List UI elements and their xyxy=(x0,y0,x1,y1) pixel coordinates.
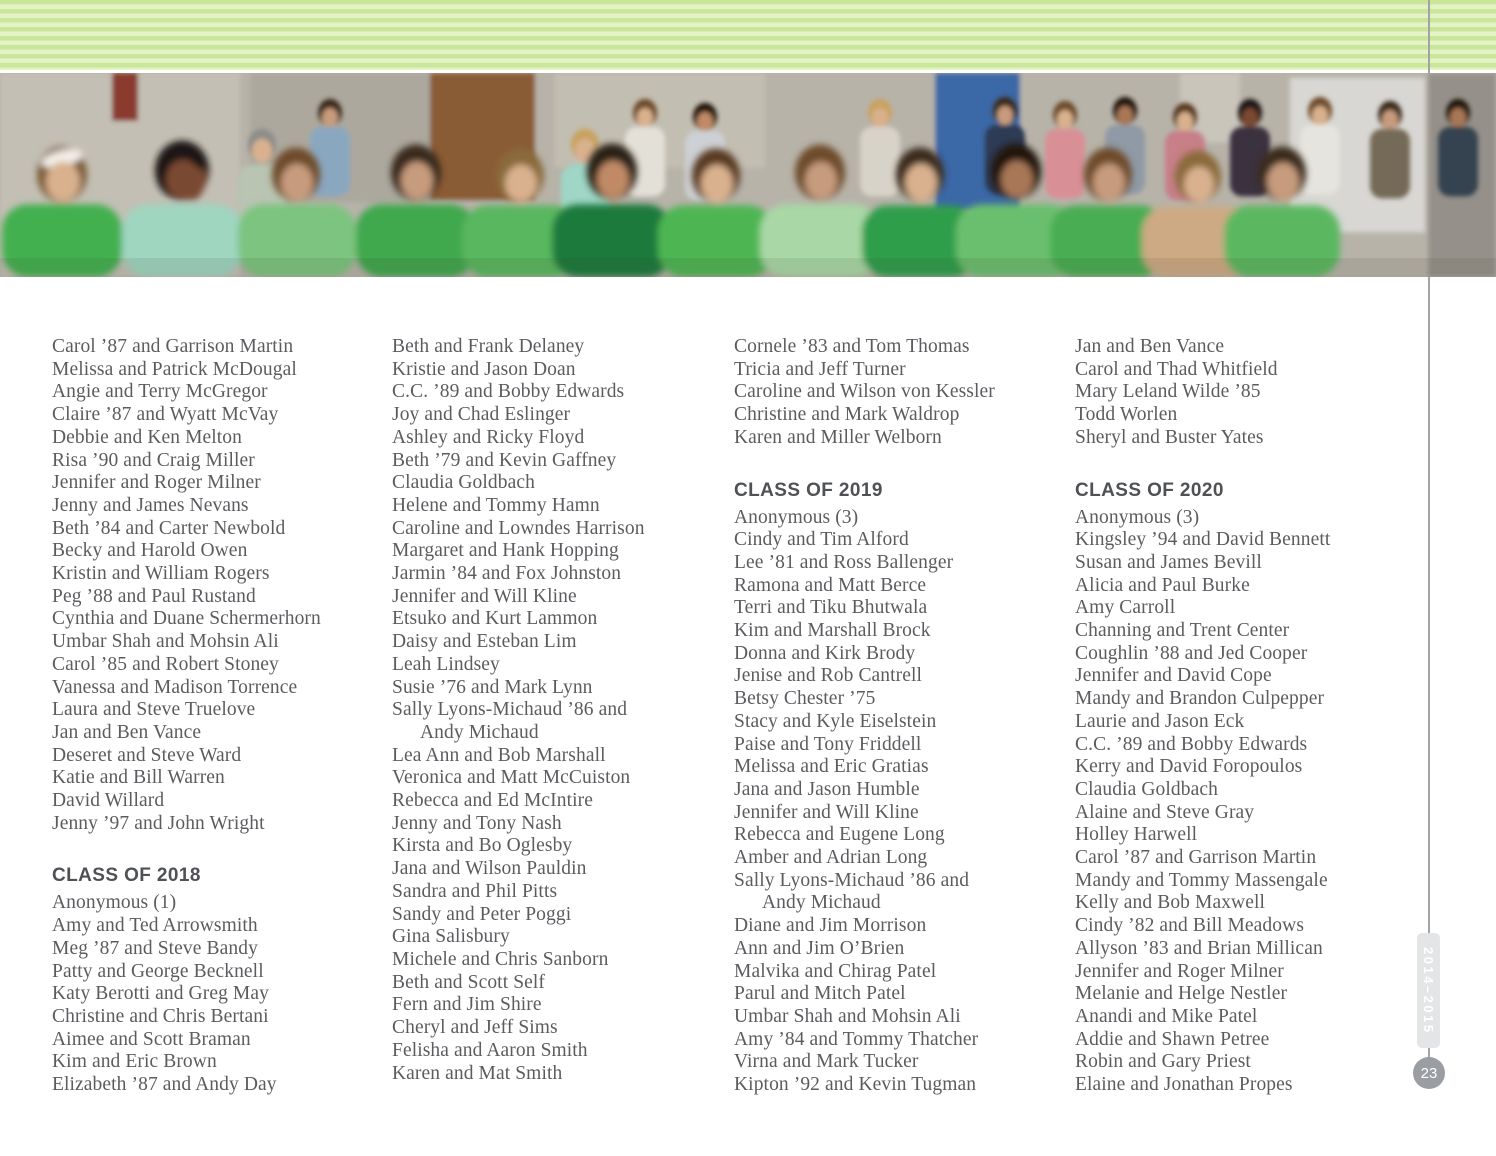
donor-name: Mary Leland Wilde ’85 xyxy=(1075,381,1261,403)
donor-name: Amy and Ted Arrowsmith xyxy=(52,915,258,937)
donor-name: Sandy and Peter Poggi xyxy=(392,903,572,925)
donor-name: Carol and Thad Whitfield xyxy=(1075,358,1278,380)
donor-name: Kelly and Bob Maxwell xyxy=(1075,892,1266,914)
donor-name: Todd Worlen xyxy=(1075,404,1178,426)
donor-name: Elaine and Jonathan Propes xyxy=(1075,1074,1293,1096)
donor-name: Claudia Goldbach xyxy=(1075,778,1218,800)
donor-name: Paise and Tony Friddell xyxy=(734,733,922,755)
donor-name: Sandra and Phil Pitts xyxy=(392,880,558,902)
donor-section xyxy=(52,336,382,835)
donor-name: Beth and Scott Self xyxy=(392,971,546,993)
donor-name: Jana and Wilson Pauldin xyxy=(392,858,587,880)
donor-name: Cynthia and Duane Schermerhorn xyxy=(52,608,321,630)
donor-name: Coughlin ’88 and Jed Cooper xyxy=(1075,642,1308,664)
name-column xyxy=(52,336,382,1097)
donor-section xyxy=(392,336,722,1085)
donor-name: Jana and Jason Humble xyxy=(734,778,920,800)
donor-name: Gina Salisbury xyxy=(392,926,510,948)
donor-name: Patty and George Becknell xyxy=(52,960,264,982)
donor-name: Jan and Ben Vance xyxy=(52,721,202,743)
donor-name: Amy ’84 and Tommy Thatcher xyxy=(734,1028,979,1050)
donor-name: Jennifer and Roger Milner xyxy=(1075,960,1284,982)
crowd-photo xyxy=(0,73,1496,277)
donor-name: Ramona and Matt Berce xyxy=(734,574,927,596)
donor-name: Risa ’90 and Craig Miller xyxy=(52,449,255,471)
donor-name: Jarmin ’84 and Fox Johnston xyxy=(392,563,622,585)
donor-name: Anandi and Mike Patel xyxy=(1075,1005,1258,1027)
donor-name: Beth and Frank Delaney xyxy=(392,336,585,357)
donor-name: Cindy ’82 and Bill Meadows xyxy=(1075,915,1305,937)
donor-name: Anonymous (3) xyxy=(1075,506,1200,528)
donor-name: Vanessa and Madison Torrence xyxy=(52,676,298,698)
donor-name: Margaret and Hank Hopping xyxy=(392,540,619,562)
donor-name: Jenny and Tony Nash xyxy=(392,812,562,834)
donor-name: Mandy and Tommy Massengale xyxy=(1075,869,1328,891)
donor-name: Robin and Gary Priest xyxy=(1075,1051,1251,1073)
donor-name: Daisy and Esteban Lim xyxy=(392,631,577,653)
donor-name: Jenny and James Nevans xyxy=(52,494,249,516)
donor-name: Kipton ’92 and Kevin Tugman xyxy=(734,1074,977,1096)
donor-name: Sally Lyons-Michaud ’86 and xyxy=(734,869,970,891)
donor-name: Diane and Jim Morrison xyxy=(734,915,927,937)
donor-name: Debbie and Ken Melton xyxy=(52,426,243,448)
donor-name: Carol ’87 and Garrison Martin xyxy=(52,336,294,357)
donor-name: Jennifer and Roger Milner xyxy=(52,472,261,494)
donor-name: Jennifer and David Cope xyxy=(1075,665,1272,687)
year-label: 2014–2015 xyxy=(1421,946,1436,1035)
donor-name: Meg ’87 and Steve Bandy xyxy=(52,937,258,959)
year-tab xyxy=(1417,933,1440,1048)
donor-name: Jan and Ben Vance xyxy=(1075,336,1225,357)
donor-name: Jenny ’97 and John Wright xyxy=(52,812,265,834)
donor-name: Kim and Eric Brown xyxy=(52,1051,217,1073)
donor-name: Jennifer and Will Kline xyxy=(392,585,577,607)
donor-name: Alicia and Paul Burke xyxy=(1075,574,1250,596)
donor-name: Kingsley ’94 and David Bennett xyxy=(1075,529,1331,551)
donor-name: David Willard xyxy=(52,790,165,812)
donor-name: Claudia Goldbach xyxy=(392,472,535,494)
donor-name: Rebecca and Ed McIntire xyxy=(392,790,593,812)
donor-name: Cheryl and Jeff Sims xyxy=(392,1017,558,1039)
donor-section xyxy=(1075,479,1405,1097)
donor-name: Parul and Mitch Patel xyxy=(734,983,906,1005)
donor-name: Amber and Adrian Long xyxy=(734,847,928,869)
donor-name: Addie and Shawn Petree xyxy=(1075,1028,1270,1050)
donor-name: Elizabeth ’87 and Andy Day xyxy=(52,1074,277,1096)
donor-name: Melissa and Patrick McDougal xyxy=(52,358,297,380)
donor-name: Aimee and Scott Braman xyxy=(52,1028,251,1050)
donor-name: Holley Harwell xyxy=(1075,824,1198,846)
donor-name: Veronica and Matt McCuiston xyxy=(392,767,631,789)
donor-name: Stacy and Kyle Eiselstein xyxy=(734,710,937,732)
donor-name: Caroline and Lowndes Harrison xyxy=(392,517,645,539)
donor-name: Laura and Steve Truelove xyxy=(52,699,256,721)
class-heading: CLASS OF 2020 xyxy=(1075,479,1224,501)
donor-name: Lee ’81 and Ross Ballenger xyxy=(734,551,954,573)
donor-name: Terri and Tiku Bhutwala xyxy=(734,597,928,619)
donor-name: Kristie and Jason Doan xyxy=(392,358,576,380)
donor-name: Amy Carroll xyxy=(1075,597,1176,619)
donor-name: Allyson ’83 and Brian Millican xyxy=(1075,937,1323,959)
donor-name: Jennifer and Will Kline xyxy=(734,801,919,823)
donor-name: Melanie and Helge Nestler xyxy=(1075,983,1288,1005)
donor-name: Andy Michaud xyxy=(420,721,539,743)
donor-name: Carol ’85 and Robert Stoney xyxy=(52,653,279,675)
crowd-photo-illustration xyxy=(0,73,1496,277)
name-column xyxy=(734,336,1064,1097)
donor-name: Kim and Marshall Brock xyxy=(734,620,931,642)
donor-name: Donna and Kirk Brody xyxy=(734,642,916,664)
donor-name: Cornele ’83 and Tom Thomas xyxy=(734,336,970,357)
class-heading: CLASS OF 2019 xyxy=(734,479,883,501)
donor-name: Kirsta and Bo Oglesby xyxy=(392,835,573,857)
donor-name: Rebecca and Eugene Long xyxy=(734,824,945,846)
donor-name: Beth ’79 and Kevin Gaffney xyxy=(392,449,617,471)
donor-name: Susie ’76 and Mark Lynn xyxy=(392,676,593,698)
donor-name: Beth ’84 and Carter Newbold xyxy=(52,517,286,539)
page-number-badge xyxy=(1413,1057,1445,1089)
donor-name: Andy Michaud xyxy=(762,892,881,914)
donor-name: Felisha and Aaron Smith xyxy=(392,1039,588,1061)
donor-name: Katy Berotti and Greg May xyxy=(52,983,269,1005)
donor-name: Christine and Chris Bertani xyxy=(52,1005,269,1027)
name-column xyxy=(1075,336,1405,1097)
donor-name: Susan and James Bevill xyxy=(1075,551,1262,573)
donor-name: Umbar Shah and Mohsin Ali xyxy=(734,1005,961,1027)
page-number: 23 xyxy=(1420,1064,1438,1082)
donor-name: Mandy and Brandon Culpepper xyxy=(1075,688,1325,710)
donor-name: Claire ’87 and Wyatt McVay xyxy=(52,404,279,426)
donor-name: Cindy and Tim Alford xyxy=(734,529,909,551)
donor-name: Umbar Shah and Mohsin Ali xyxy=(52,631,279,653)
donor-name: Helene and Tommy Hamn xyxy=(392,494,600,516)
donor-name: Alaine and Steve Gray xyxy=(1075,801,1255,823)
donor-name: Kristin and William Rogers xyxy=(52,563,270,585)
donor-section xyxy=(1075,336,1405,450)
donor-section xyxy=(734,336,1064,450)
donor-name: Ashley and Ricky Floyd xyxy=(392,426,585,448)
donor-name: Malvika and Chirag Patel xyxy=(734,960,937,982)
donor-name: Betsy Chester ’75 xyxy=(734,688,876,710)
name-column xyxy=(392,336,722,1085)
donor-name: Virna and Mark Tucker xyxy=(734,1051,919,1073)
donor-name: Peg ’88 and Paul Rustand xyxy=(52,585,256,607)
green-stripes-banner xyxy=(0,0,1496,70)
donor-name: Joy and Chad Eslinger xyxy=(392,404,571,426)
donor-name: Sheryl and Buster Yates xyxy=(1075,426,1264,448)
donor-name: C.C. ’89 and Bobby Edwards xyxy=(392,381,625,403)
donor-name: C.C. ’89 and Bobby Edwards xyxy=(1075,733,1308,755)
donor-name: Katie and Bill Warren xyxy=(52,767,225,789)
donor-name: Karen and Mat Smith xyxy=(392,1062,563,1084)
donor-section xyxy=(52,864,382,1096)
donor-name: Deseret and Steve Ward xyxy=(52,744,242,766)
donor-name: Anonymous (1) xyxy=(52,892,177,914)
donor-name: Angie and Terry McGregor xyxy=(52,381,268,403)
donor-name: Michele and Chris Sanborn xyxy=(392,948,609,970)
donor-name: Channing and Trent Center xyxy=(1075,620,1290,642)
donor-section xyxy=(734,479,1064,1097)
donor-name: Kerry and David Foropoulos xyxy=(1075,756,1303,778)
donor-name: Becky and Harold Owen xyxy=(52,540,248,562)
donor-name: Leah Lindsey xyxy=(392,653,500,675)
donor-name: Etsuko and Kurt Lammon xyxy=(392,608,598,630)
donor-name: Ann and Jim O’Brien xyxy=(734,937,905,959)
donor-name: Sally Lyons-Michaud ’86 and xyxy=(392,699,628,721)
donor-name: Lea Ann and Bob Marshall xyxy=(392,744,606,766)
donor-name: Christine and Mark Waldrop xyxy=(734,404,960,426)
class-heading: CLASS OF 2018 xyxy=(52,865,201,887)
donor-name: Melissa and Eric Gratias xyxy=(734,756,929,778)
donor-name: Anonymous (3) xyxy=(734,506,859,528)
donor-name: Tricia and Jeff Turner xyxy=(734,358,906,380)
donor-name: Fern and Jim Shire xyxy=(392,994,542,1016)
donor-name: Laurie and Jason Eck xyxy=(1075,710,1245,732)
donor-name: Jenise and Rob Cantrell xyxy=(734,665,923,687)
donor-name: Caroline and Wilson von Kessler xyxy=(734,381,995,403)
donor-name: Carol ’87 and Garrison Martin xyxy=(1075,847,1317,869)
donor-name: Karen and Miller Welborn xyxy=(734,426,942,448)
